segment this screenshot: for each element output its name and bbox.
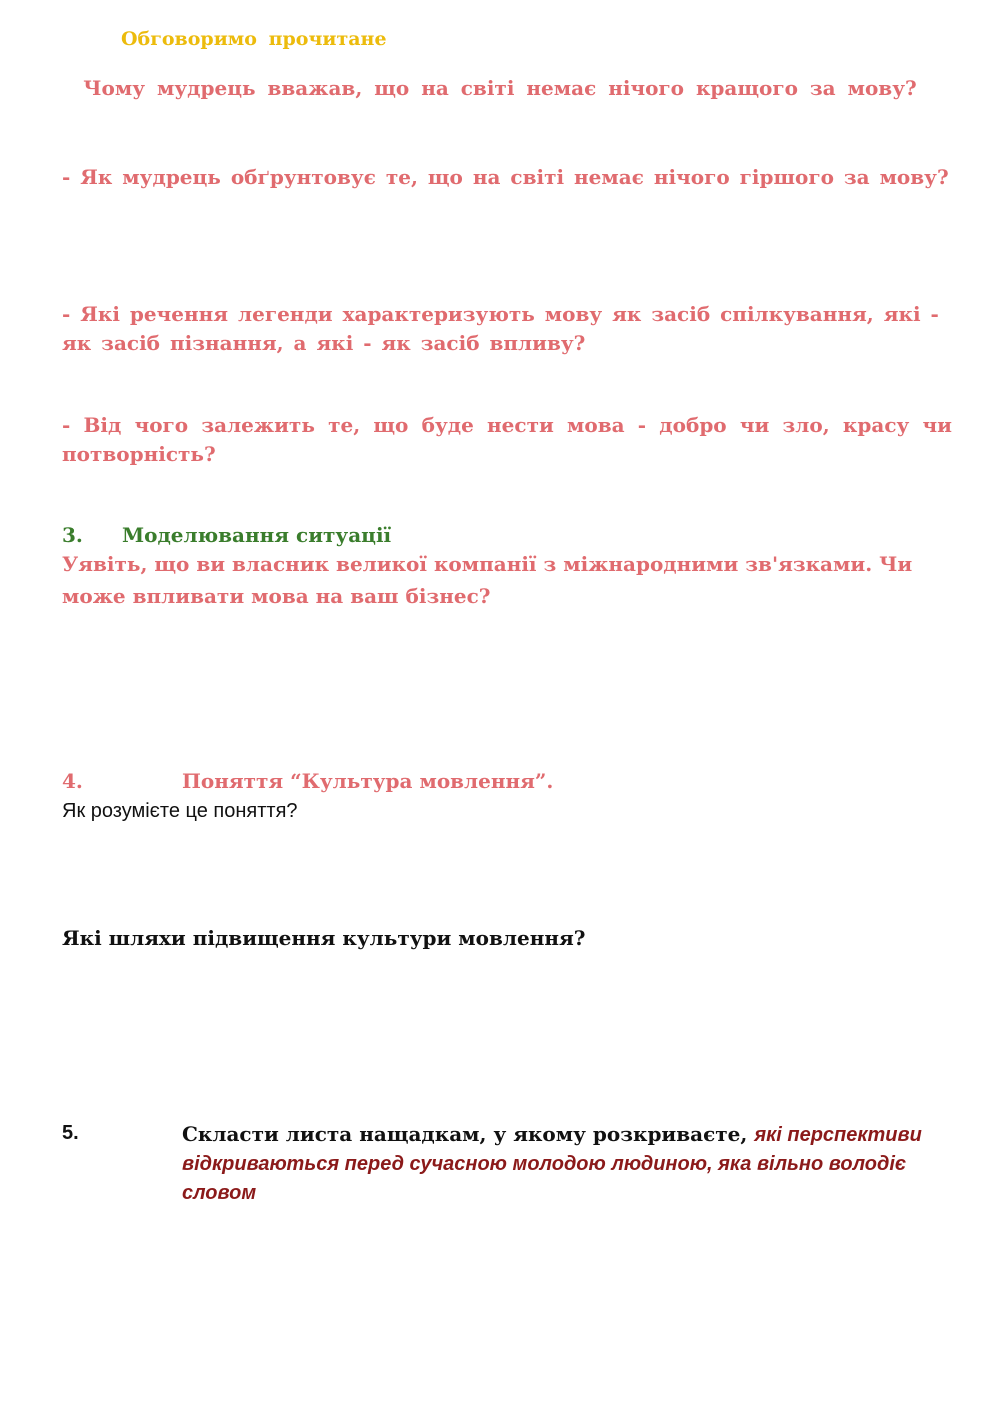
discussion-heading: Обговоримо прочитане <box>121 28 387 50</box>
section-5-lead: Скласти листа нащадкам, у якому розкриваєте, <box>182 1122 755 1146</box>
section-4-number: 4. <box>62 769 83 793</box>
section-3-number: 3. <box>62 523 83 547</box>
section-5-number: 5. <box>62 1122 79 1144</box>
section-4-title: Поняття “Культура мовлення”. <box>182 769 554 793</box>
question-1: Чому мудрець вважав, що на світі немає нічого кращого за мову? <box>83 76 917 100</box>
question-2: - Як мудрець обґрунтовує те, що на світі немає нічого гіршого за мову? <box>62 165 949 189</box>
question-3: - Які речення легенди характеризують мову як засіб спілкування, які - як засіб пізнання, а які - як засіб впливу? <box>62 302 939 355</box>
question-4: - Від чого залежить те, що буде нести мова - добро чи зло, красу чи потворність? <box>62 413 952 466</box>
section-5-emphasis: які перспективи відкриваються перед сучасною молодою людиною, яка вільно володіє словом <box>182 1124 922 1204</box>
section-4-question: Як розумієте це поняття? <box>62 800 298 822</box>
section-3-text: Уявіть, що ви власник великої компанії з міжнародними зв'язками. Чи може впливати мова на ваш бізнес? <box>62 552 913 608</box>
speech-culture-ways-question: Які шляхи підвищення культури мовлення? <box>62 926 586 950</box>
section-5-task <box>182 1120 972 1207</box>
section-3-title: Моделювання ситуації <box>122 523 392 547</box>
